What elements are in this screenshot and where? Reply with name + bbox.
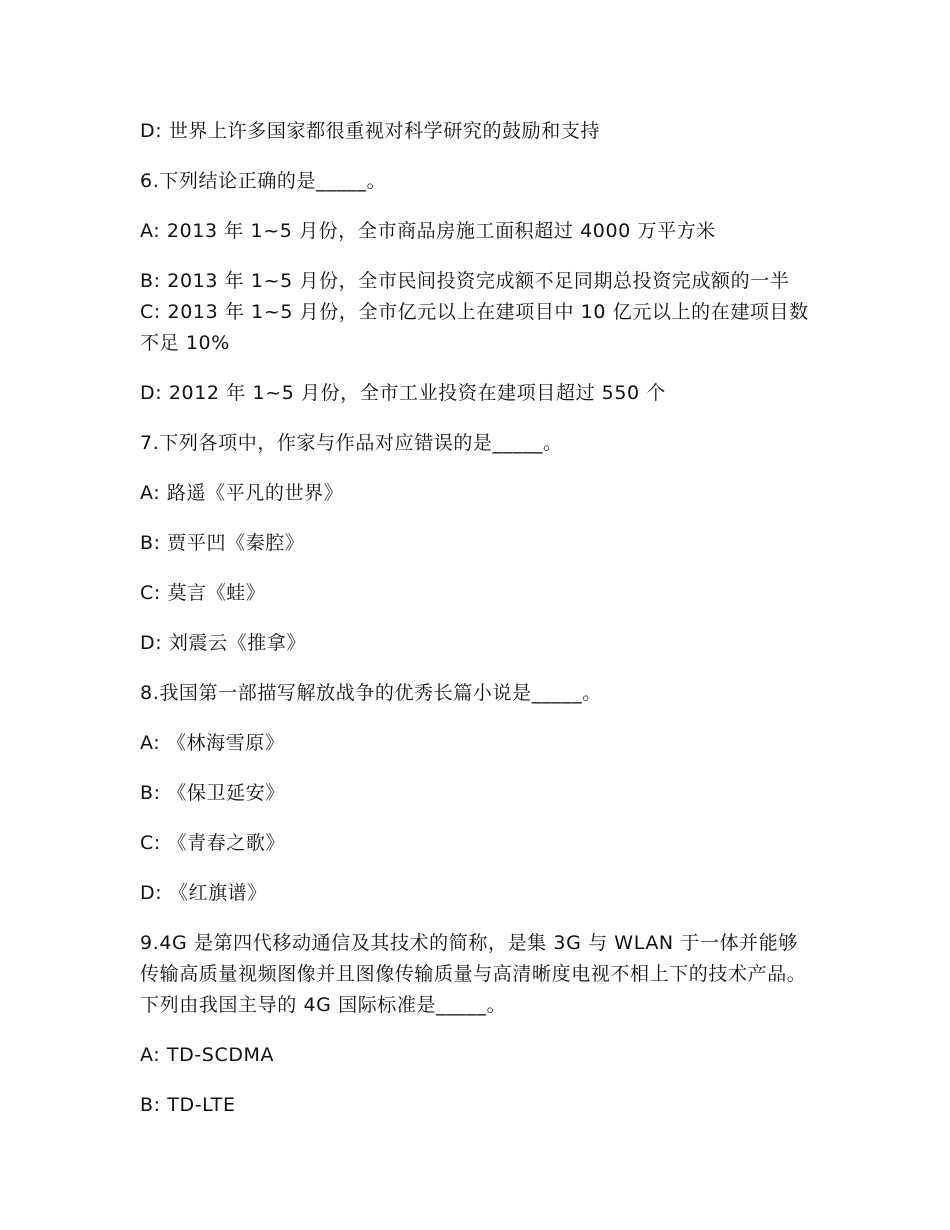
option-a-q8: A: 《林海雪原》 [140,732,285,754]
option-d-q7: D: 刘震云《推拿》 [140,632,307,654]
option-d-q6: D: 2012 年 1~5 月份，全市工业投资在建项目超过 550 个 [140,382,666,404]
option-a-q7: A: 路遥《平凡的世界》 [140,482,344,504]
question-9: 9.4G 是第四代移动通信及其技术的简称，是集 3G 与 WLAN 于一体并能够传输高质量视频图像并且图像传输质量与高清晰度电视不相上下的技术产品。下列由我国主导的 4G 国际标准是_____。 [140,932,807,1016]
document-page [140,116,812,1121]
option-c-q8: C: 《青春之歌》 [140,832,286,854]
option-b-q9: B: TD-LTE [140,1094,236,1116]
option-a-q9: A: TD-SCDMA [140,1044,275,1066]
option-b-q8: B: 《保卫延安》 [140,782,285,804]
question-6: 6.下列结论正确的是_____。 [140,170,387,192]
option-d-q5: D: 世界上许多国家都很重视对科学研究的鼓励和支持 [140,120,601,142]
option-b-c-q6: B: 2013 年 1~5 月份，全市民间投资完成额不足同期总投资完成额的一半 C: 2013 年 1~5 月份，全市亿元以上在建项目中 10 亿元以上的在建项目数不足 10% [140,270,809,354]
option-c-q7: C: 莫言《蛙》 [140,582,266,604]
option-a-q6: A: 2013 年 1~5 月份，全市商品房施工面积超过 4000 万平方米 [140,220,716,242]
option-b-q7: B: 贾平凹《秦腔》 [140,532,305,554]
question-8: 8.我国第一部描写解放战争的优秀长篇小说是_____。 [140,682,602,704]
question-7: 7.下列各项中，作家与作品对应错误的是_____。 [140,432,563,454]
option-d-q8: D: 《红旗谱》 [140,882,267,904]
